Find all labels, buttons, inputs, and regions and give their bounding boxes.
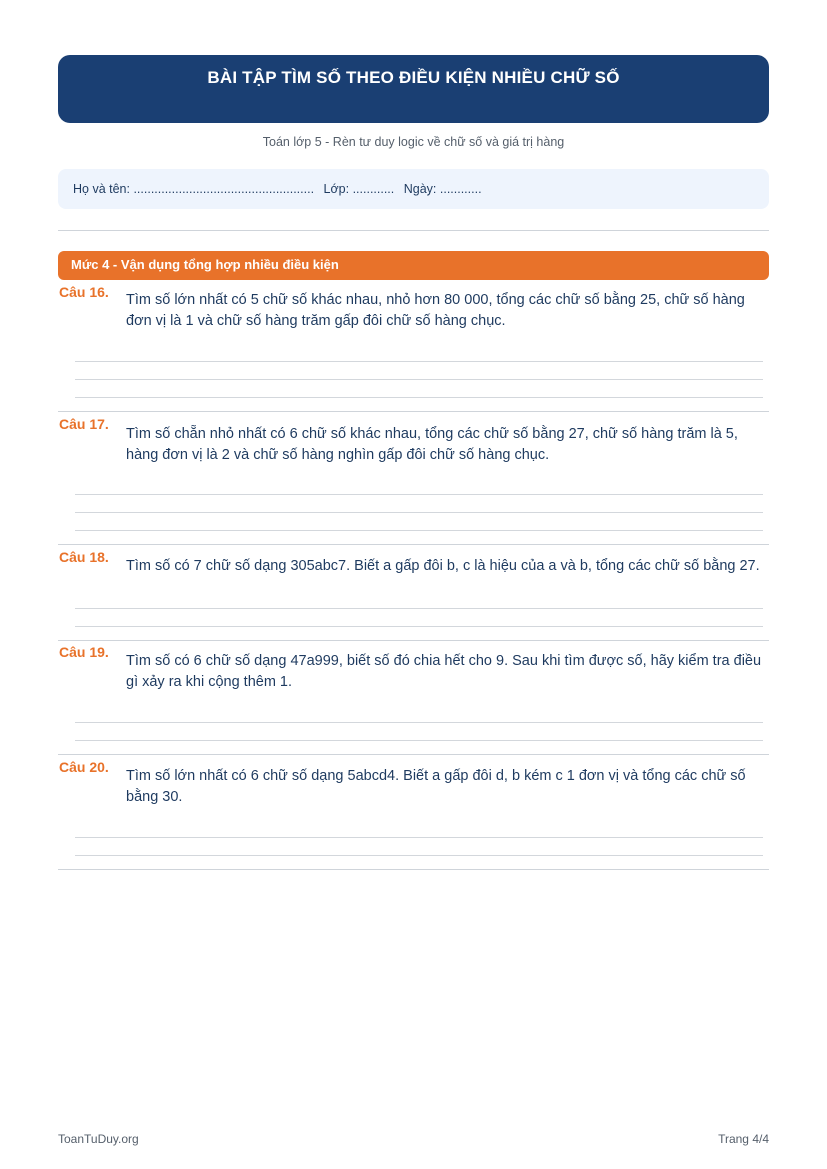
question-divider xyxy=(58,640,769,641)
answer-line xyxy=(75,379,763,380)
answer-line xyxy=(75,530,763,531)
footer-page-number: Trang 4/4 xyxy=(718,1132,769,1146)
student-info-box xyxy=(58,169,769,209)
name-field: Họ và tên: .................................................... xyxy=(73,182,315,196)
worksheet-title: BÀI TẬP TÌM SỐ THEO ĐIỀU KIỆN NHIỀU CHỮ SỐ xyxy=(207,68,620,87)
level-banner xyxy=(58,251,769,280)
question-divider xyxy=(58,869,769,870)
answer-line xyxy=(75,361,763,362)
worksheet-header xyxy=(58,55,769,123)
question-number: Câu 17. xyxy=(59,416,109,432)
question-text: Tìm số có 7 chữ số dạng 305abc7. Biết a gấp đôi b, c là hiệu của a và b, tổng các chữ số bằng 27. xyxy=(126,558,760,574)
question-text: Tìm số chẵn nhỏ nhất có 6 chữ số khác nhau, tổng các chữ số bằng 27, chữ số hàng trăm là 5, hàng đơn vị là 2 và chữ số hàng nghìn gấp đôi chữ số hàng chục. xyxy=(126,426,738,463)
question-number: Câu 19. xyxy=(59,644,109,660)
question-number: Câu 18. xyxy=(59,549,109,565)
question-number: Câu 16. xyxy=(59,284,109,300)
question-text: Tìm số lớn nhất có 6 chữ số dạng 5abcd4. Biết a gấp đôi d, b kém c 1 đơn vị và tổng các chữ số bằng 30. xyxy=(126,768,746,805)
question-divider xyxy=(58,544,769,545)
level-label: Mức 4 - Vận dụng tổng hợp nhiều điều kiện xyxy=(71,257,339,272)
question-text: Tìm số có 6 chữ số dạng 47a999, biết số đó chia hết cho 9. Sau khi tìm được số, hãy kiểm tra điều gì xảy ra khi cộng thêm 1. xyxy=(126,653,762,690)
answer-line xyxy=(75,722,763,723)
date-field: Ngày: ............ xyxy=(403,182,482,196)
question-divider xyxy=(58,411,769,412)
footer-site: ToanTuDuy.org xyxy=(58,1132,139,1146)
answer-line xyxy=(75,608,763,609)
divider xyxy=(58,230,769,231)
answer-line xyxy=(75,740,763,741)
answer-line xyxy=(75,855,763,856)
answer-line xyxy=(75,837,763,838)
class-field: Lớp: ............ xyxy=(323,182,395,196)
answer-line xyxy=(75,512,763,513)
answer-line xyxy=(75,397,763,398)
question-number: Câu 20. xyxy=(59,759,109,775)
question-divider xyxy=(58,754,769,755)
worksheet-subtitle: Toán lớp 5 - Rèn tư duy logic về chữ số và giá trị hàng xyxy=(262,135,565,149)
question-text: Tìm số lớn nhất có 5 chữ số khác nhau, nhỏ hơn 80 000, tổng các chữ số bằng 25, chữ số hàng đơn vị là 1 và chữ số hàng trăm gấp đôi chữ số hàng chục. xyxy=(126,292,745,329)
answer-line xyxy=(75,626,763,627)
answer-line xyxy=(75,494,763,495)
